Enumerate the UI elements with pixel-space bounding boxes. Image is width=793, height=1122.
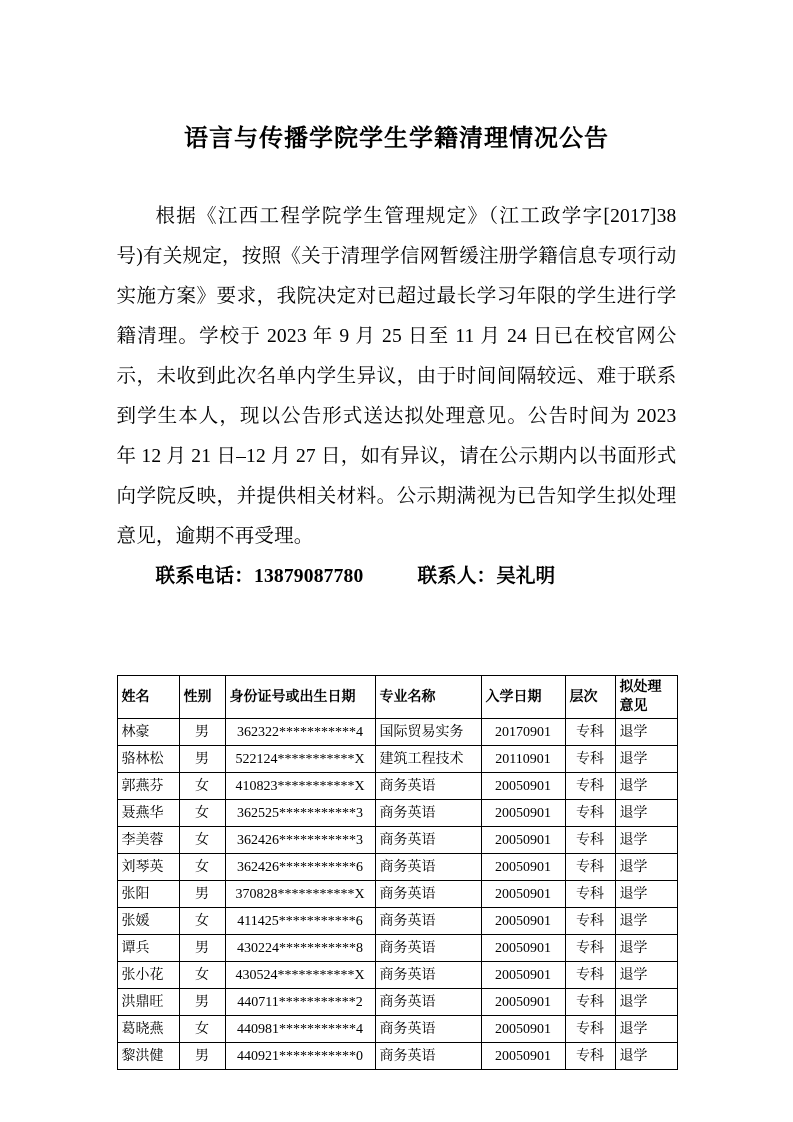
cell-id: 362322***********4 xyxy=(225,719,375,746)
cell-level: 专科 xyxy=(565,881,615,908)
cell-major: 商务英语 xyxy=(375,1043,481,1070)
cell-decision: 退学 xyxy=(615,935,677,962)
column-header-decision: 拟处理意见 xyxy=(615,676,677,719)
cell-name: 黎洪健 xyxy=(117,1043,179,1070)
cell-level: 专科 xyxy=(565,719,615,746)
cell-major: 商务英语 xyxy=(375,854,481,881)
column-header-name: 姓名 xyxy=(117,676,179,719)
cell-enrollment-date: 20050901 xyxy=(481,908,565,935)
table-row xyxy=(117,1043,677,1070)
cell-major: 商务英语 xyxy=(375,962,481,989)
cell-enrollment-date: 20050901 xyxy=(481,935,565,962)
cell-name: 谭兵 xyxy=(117,935,179,962)
cell-decision: 退学 xyxy=(615,800,677,827)
cell-id: 440921***********0 xyxy=(225,1043,375,1070)
table-header-row xyxy=(117,676,677,719)
cell-decision: 退学 xyxy=(615,854,677,881)
cell-major: 商务英语 xyxy=(375,935,481,962)
cell-level: 专科 xyxy=(565,800,615,827)
cell-gender: 男 xyxy=(179,746,225,773)
cell-decision: 退学 xyxy=(615,1043,677,1070)
table-row xyxy=(117,827,677,854)
cell-decision: 退学 xyxy=(615,962,677,989)
cell-major: 商务英语 xyxy=(375,881,481,908)
table-row xyxy=(117,935,677,962)
cell-decision: 退学 xyxy=(615,827,677,854)
cell-major: 建筑工程技术 xyxy=(375,746,481,773)
cell-gender: 女 xyxy=(179,1016,225,1043)
table-row xyxy=(117,773,677,800)
cell-major: 商务英语 xyxy=(375,1016,481,1043)
column-header-id: 身份证号或出生日期 xyxy=(225,676,375,719)
cell-major: 商务英语 xyxy=(375,800,481,827)
cell-decision: 退学 xyxy=(615,719,677,746)
table-header xyxy=(117,676,677,719)
cell-decision: 退学 xyxy=(615,1016,677,1043)
cell-enrollment-date: 20050901 xyxy=(481,1043,565,1070)
cell-id: 362525***********3 xyxy=(225,800,375,827)
cell-level: 专科 xyxy=(565,1043,615,1070)
cell-decision: 退学 xyxy=(615,908,677,935)
cell-decision: 退学 xyxy=(615,989,677,1016)
cell-major: 商务英语 xyxy=(375,773,481,800)
cell-gender: 女 xyxy=(179,773,225,800)
roster-table-wrapper xyxy=(117,597,677,1070)
announcement-paragraph: 根据《江西工程学院学生管理规定》（江工政学字[2017]38 号)有关规定，按照《关于清理学信网暂缓注册学籍信息专项行动实施方案》要求，我院决定对已超过最长学习年限的学生进行学籍清理。学校于 2023 年 9 月 25 日至 11 月 24 日已在校官网公示，未收到此次名单内学生异议，由于时间间隔较远、难于联系到学生本人，现以公告形式送达拟处理意见。公告时间为 2023 年 12 月 21 日–12 月 27 日，如有异议，请在公示期内以书面形式向学院反映，并提供相关材料。公示期满视为已告知学生拟处理意见，逾期不再受理。 xyxy=(116,206,677,547)
student-roster-table xyxy=(117,675,678,1070)
cell-decision: 退学 xyxy=(615,881,677,908)
table-row xyxy=(117,746,677,773)
table-body xyxy=(117,719,677,1070)
cell-level: 专科 xyxy=(565,773,615,800)
cell-gender: 女 xyxy=(179,800,225,827)
page-title: 语言与传播学院学生学籍清理情况公告 xyxy=(184,126,609,152)
cell-id: 410823***********X xyxy=(225,773,375,800)
cell-level: 专科 xyxy=(565,935,615,962)
document-body xyxy=(117,153,677,597)
cell-major: 国际贸易实务 xyxy=(375,719,481,746)
cell-decision: 退学 xyxy=(615,773,677,800)
cell-gender: 男 xyxy=(179,989,225,1016)
cell-name: 聂燕华 xyxy=(117,800,179,827)
table-row xyxy=(117,908,677,935)
column-header-major: 专业名称 xyxy=(375,676,481,719)
cell-enrollment-date: 20050901 xyxy=(481,962,565,989)
column-header-enrollment-date: 入学日期 xyxy=(481,676,565,719)
cell-enrollment-date: 20050901 xyxy=(481,827,565,854)
cell-name: 葛晓燕 xyxy=(117,1016,179,1043)
cell-level: 专科 xyxy=(565,827,615,854)
cell-name: 林豪 xyxy=(117,719,179,746)
cell-name: 李美蓉 xyxy=(117,827,179,854)
cell-level: 专科 xyxy=(565,962,615,989)
cell-id: 430524***********X xyxy=(225,962,375,989)
cell-decision: 退学 xyxy=(615,746,677,773)
table-row xyxy=(117,1016,677,1043)
cell-level: 专科 xyxy=(565,989,615,1016)
cell-level: 专科 xyxy=(565,1016,615,1043)
column-header-level: 层次 xyxy=(565,676,615,719)
cell-gender: 女 xyxy=(179,908,225,935)
cell-id: 362426***********3 xyxy=(225,827,375,854)
cell-gender: 女 xyxy=(179,962,225,989)
cell-enrollment-date: 20050901 xyxy=(481,989,565,1016)
cell-id: 522124***********X xyxy=(225,746,375,773)
cell-gender: 男 xyxy=(179,935,225,962)
cell-level: 专科 xyxy=(565,854,615,881)
cell-id: 430224***********8 xyxy=(225,935,375,962)
contact-person: 联系人：吴礼明 xyxy=(417,566,556,587)
cell-enrollment-date: 20050901 xyxy=(481,800,565,827)
cell-enrollment-date: 20050901 xyxy=(481,773,565,800)
cell-id: 440981***********4 xyxy=(225,1016,375,1043)
contact-line xyxy=(117,557,677,597)
cell-gender: 男 xyxy=(179,881,225,908)
cell-level: 专科 xyxy=(565,908,615,935)
cell-name: 骆林松 xyxy=(117,746,179,773)
cell-id: 411425***********6 xyxy=(225,908,375,935)
cell-major: 商务英语 xyxy=(375,827,481,854)
cell-name: 张媛 xyxy=(117,908,179,935)
cell-gender: 男 xyxy=(179,719,225,746)
table-row xyxy=(117,800,677,827)
table-row xyxy=(117,989,677,1016)
cell-name: 张小花 xyxy=(117,962,179,989)
cell-name: 郭燕芬 xyxy=(117,773,179,800)
table-row xyxy=(117,962,677,989)
cell-name: 刘琴英 xyxy=(117,854,179,881)
cell-enrollment-date: 20050901 xyxy=(481,854,565,881)
cell-id: 440711***********2 xyxy=(225,989,375,1016)
cell-major: 商务英语 xyxy=(375,908,481,935)
cell-major: 商务英语 xyxy=(375,989,481,1016)
cell-name: 洪鼎旺 xyxy=(117,989,179,1016)
column-header-gender: 性别 xyxy=(179,676,225,719)
cell-id: 362426***********6 xyxy=(225,854,375,881)
table-row xyxy=(117,881,677,908)
table-row xyxy=(117,854,677,881)
cell-enrollment-date: 20050901 xyxy=(481,881,565,908)
cell-gender: 女 xyxy=(179,854,225,881)
cell-id: 370828***********X xyxy=(225,881,375,908)
cell-name: 张阳 xyxy=(117,881,179,908)
cell-gender: 男 xyxy=(179,1043,225,1070)
cell-level: 专科 xyxy=(565,746,615,773)
table-row xyxy=(117,719,677,746)
cell-enrollment-date: 20110901 xyxy=(481,746,565,773)
cell-enrollment-date: 20050901 xyxy=(481,1016,565,1043)
contact-phone: 联系电话：13879087780 xyxy=(155,566,364,587)
cell-enrollment-date: 20170901 xyxy=(481,719,565,746)
cell-gender: 女 xyxy=(179,827,225,854)
